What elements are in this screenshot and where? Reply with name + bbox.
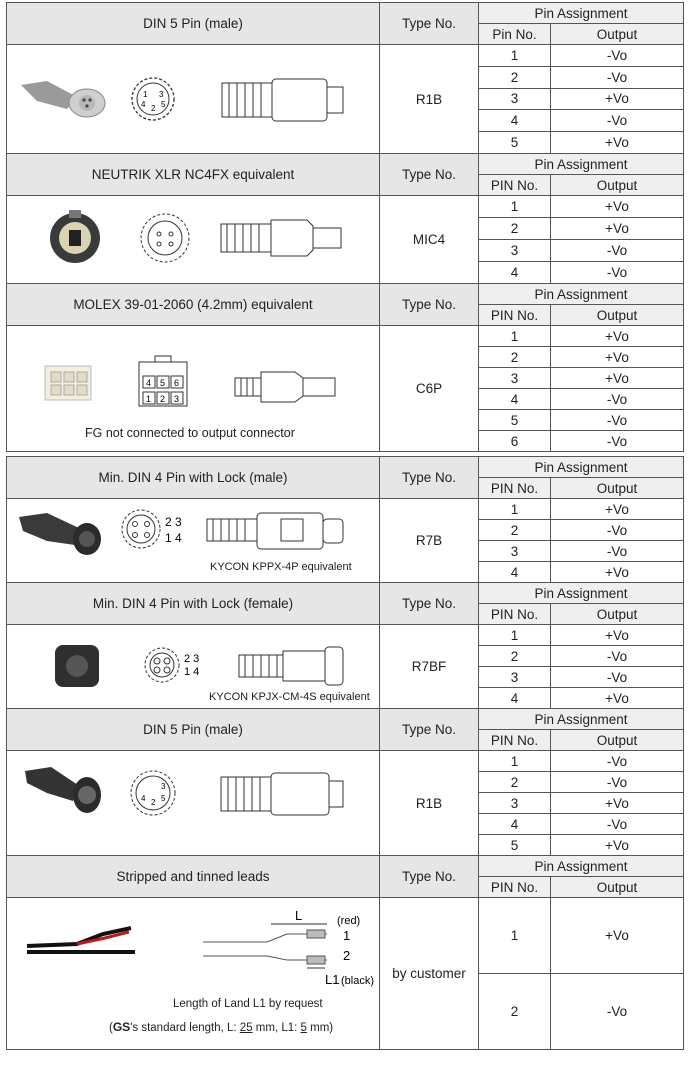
pin-no: 4 bbox=[479, 262, 551, 284]
kycon-note: KYCON KPPX-4P equivalent bbox=[210, 561, 352, 573]
svg-text:1: 1 bbox=[146, 394, 152, 404]
type-no-value: R1B bbox=[380, 45, 479, 154]
din5-connector-image-2 bbox=[7, 751, 380, 856]
type-no-value: by customer bbox=[380, 898, 479, 1050]
pin-output: -Vo bbox=[551, 431, 684, 452]
standard-length-note bbox=[109, 1020, 333, 1034]
pin-no: 2 bbox=[479, 66, 551, 88]
pin-output: -Vo bbox=[551, 541, 684, 562]
type-no-value: MIC4 bbox=[380, 196, 479, 284]
dim-L1: L1 bbox=[325, 972, 340, 987]
pin-no: 1 bbox=[479, 898, 551, 974]
pin-no-header: Pin No. bbox=[479, 24, 551, 45]
pin-no: 4 bbox=[479, 562, 551, 583]
type-no-header: Type No. bbox=[380, 284, 479, 326]
section-title: DIN 5 Pin (male) bbox=[7, 709, 380, 751]
pin-no: 3 bbox=[479, 667, 551, 688]
pin-no: 4 bbox=[479, 389, 551, 410]
pin-output: +Vo bbox=[551, 347, 684, 368]
black-label: (black) bbox=[341, 975, 375, 987]
mindin-male-image bbox=[7, 499, 380, 583]
gs-logo: GS bbox=[112, 1020, 131, 1034]
pin-no-header: PIN No. bbox=[479, 175, 551, 196]
pin-output: -Vo bbox=[551, 110, 684, 132]
pin-no-header: PIN No. bbox=[479, 305, 551, 326]
pin-no: 1 bbox=[479, 196, 551, 218]
lead-1: 1 bbox=[343, 928, 351, 943]
svg-text:5: 5 bbox=[161, 794, 166, 803]
pin-num-5: 5 bbox=[161, 100, 166, 109]
pin-no-header: PIN No. bbox=[479, 478, 551, 499]
pin-output: -Vo bbox=[551, 262, 684, 284]
pin-no: 3 bbox=[479, 368, 551, 389]
svg-text:3: 3 bbox=[174, 394, 180, 404]
pin-num-top: 2 3 bbox=[165, 515, 182, 529]
svg-text:4: 4 bbox=[146, 378, 152, 388]
type-no-value: R7BF bbox=[380, 625, 479, 709]
pin-output: -Vo bbox=[551, 974, 684, 1050]
pin-output: +Vo bbox=[551, 132, 684, 154]
pin-no: 2 bbox=[479, 772, 551, 793]
l-value: 25 bbox=[239, 1022, 253, 1034]
pin-output: -Vo bbox=[551, 240, 684, 262]
pin-output: +Vo bbox=[551, 688, 684, 709]
din5-drawings bbox=[7, 45, 380, 150]
pin-assignment-header: Pin Assignment bbox=[479, 583, 684, 604]
din5-drawings-2 bbox=[7, 751, 380, 856]
leads-image bbox=[7, 898, 380, 1050]
xlr-connector-image bbox=[7, 196, 380, 284]
pin-output: +Vo bbox=[551, 898, 684, 974]
pin-no: 3 bbox=[479, 88, 551, 110]
pin-num-3: 3 bbox=[159, 90, 164, 99]
type-no-header: Type No. bbox=[380, 856, 479, 898]
type-no-header: Type No. bbox=[380, 709, 479, 751]
pin-output: +Vo bbox=[551, 218, 684, 240]
svg-text:1 4: 1 4 bbox=[184, 666, 200, 678]
pin-no-header: PIN No. bbox=[479, 604, 551, 625]
pin-no: 1 bbox=[479, 751, 551, 772]
dim-L: L bbox=[295, 908, 303, 923]
svg-text:2: 2 bbox=[160, 394, 166, 404]
note-text: 's standard length, L: bbox=[130, 1022, 240, 1034]
pin-output: +Vo bbox=[551, 326, 684, 347]
pin-output: -Vo bbox=[551, 772, 684, 793]
pin-output: +Vo bbox=[551, 368, 684, 389]
lead-2: 2 bbox=[343, 948, 351, 963]
connector-table-2 bbox=[6, 456, 684, 1050]
type-no-header: Type No. bbox=[380, 583, 479, 625]
pin-output: +Vo bbox=[551, 562, 684, 583]
svg-text:3: 3 bbox=[161, 782, 166, 791]
connector-table-1 bbox=[6, 2, 684, 452]
pin-no: 3 bbox=[479, 793, 551, 814]
pin-no: 3 bbox=[479, 240, 551, 262]
svg-text:5: 5 bbox=[160, 378, 166, 388]
pin-output: +Vo bbox=[551, 793, 684, 814]
pin-num-1: 1 bbox=[143, 90, 148, 99]
pin-no: 5 bbox=[479, 835, 551, 856]
pin-assignment-header: Pin Assignment bbox=[479, 709, 684, 730]
pin-output: +Vo bbox=[551, 625, 684, 646]
pin-no: 2 bbox=[479, 347, 551, 368]
output-header: Output bbox=[551, 877, 684, 898]
pin-assignment-header: Pin Assignment bbox=[479, 457, 684, 478]
svg-text:4: 4 bbox=[141, 794, 146, 803]
pin-output: -Vo bbox=[551, 814, 684, 835]
pin-no: 6 bbox=[479, 431, 551, 452]
note-paren: ( bbox=[109, 1022, 113, 1034]
pin-assignment-header: Pin Assignment bbox=[479, 856, 684, 877]
pin-no: 4 bbox=[479, 814, 551, 835]
pin-no-header: PIN No. bbox=[479, 877, 551, 898]
output-header: Output bbox=[551, 604, 684, 625]
pin-no: 4 bbox=[479, 688, 551, 709]
pin-no: 2 bbox=[479, 646, 551, 667]
section-title: DIN 5 Pin (male) bbox=[7, 3, 380, 45]
pin-num-bottom: 1 4 bbox=[165, 531, 182, 545]
note-text-2: mm, L1: bbox=[252, 1022, 301, 1034]
pin-no: 2 bbox=[479, 974, 551, 1050]
pin-assignment-header: Pin Assignment bbox=[479, 154, 684, 175]
type-no-value: C6P bbox=[380, 326, 479, 452]
pin-output: -Vo bbox=[551, 751, 684, 772]
pin-output: -Vo bbox=[551, 389, 684, 410]
output-header: Output bbox=[551, 478, 684, 499]
type-no-value: R1B bbox=[380, 751, 479, 856]
pin-no: 2 bbox=[479, 520, 551, 541]
section-title: Stripped and tinned leads bbox=[7, 856, 380, 898]
type-no-header: Type No. bbox=[380, 154, 479, 196]
pin-output: +Vo bbox=[551, 196, 684, 218]
pin-no: 1 bbox=[479, 625, 551, 646]
svg-text:6: 6 bbox=[174, 378, 180, 388]
pin-output: +Vo bbox=[551, 88, 684, 110]
pin-output: -Vo bbox=[551, 520, 684, 541]
molex-connector-image bbox=[7, 326, 380, 452]
pin-assignment-header: Pin Assignment bbox=[479, 284, 684, 305]
output-header: Output bbox=[551, 730, 684, 751]
note-end: mm) bbox=[306, 1022, 334, 1034]
land-length-note: Length of Land L1 by request bbox=[173, 998, 323, 1010]
pin-no: 1 bbox=[479, 499, 551, 520]
l1-value: 5 bbox=[300, 1022, 307, 1034]
pin-output: -Vo bbox=[551, 667, 684, 688]
fg-note: FG not connected to output connector bbox=[85, 426, 295, 440]
pin-no: 1 bbox=[479, 326, 551, 347]
pin-no: 2 bbox=[479, 218, 551, 240]
kycon-note: KYCON KPJX-CM-4S equivalent bbox=[209, 691, 370, 703]
section-title: NEUTRIK XLR NC4FX equivalent bbox=[7, 154, 380, 196]
pin-num-2: 2 bbox=[151, 104, 156, 113]
svg-text:2 3: 2 3 bbox=[184, 653, 200, 665]
pin-no: 5 bbox=[479, 132, 551, 154]
section-title: Min. DIN 4 Pin with Lock (female) bbox=[7, 583, 380, 625]
pin-assignment-header: Pin Assignment bbox=[479, 3, 684, 24]
pin-no: 4 bbox=[479, 110, 551, 132]
pin-num-4: 4 bbox=[141, 100, 146, 109]
molex-drawings bbox=[7, 326, 380, 422]
pin-no: 3 bbox=[479, 541, 551, 562]
type-no-header: Type No. bbox=[380, 3, 479, 45]
pin-output: +Vo bbox=[551, 499, 684, 520]
xlr-drawings bbox=[7, 196, 380, 280]
din5-connector-image bbox=[7, 45, 380, 154]
output-header: Output bbox=[551, 175, 684, 196]
pin-output: -Vo bbox=[551, 66, 684, 88]
mindin-female-image bbox=[7, 625, 380, 709]
section-title: Min. DIN 4 Pin with Lock (male) bbox=[7, 457, 380, 499]
pin-output: -Vo bbox=[551, 646, 684, 667]
pin-no-header: PIN No. bbox=[479, 730, 551, 751]
pin-output: -Vo bbox=[551, 45, 684, 67]
pin-no: 5 bbox=[479, 410, 551, 431]
output-header: Output bbox=[551, 24, 684, 45]
svg-text:2: 2 bbox=[151, 798, 156, 807]
pin-output: -Vo bbox=[551, 410, 684, 431]
section-title: MOLEX 39-01-2060 (4.2mm) equivalent bbox=[7, 284, 380, 326]
output-header: Output bbox=[551, 305, 684, 326]
type-no-header: Type No. bbox=[380, 457, 479, 499]
pin-output: +Vo bbox=[551, 835, 684, 856]
pin-no: 1 bbox=[479, 45, 551, 67]
red-label: (red) bbox=[337, 915, 361, 927]
type-no-value: R7B bbox=[380, 499, 479, 583]
